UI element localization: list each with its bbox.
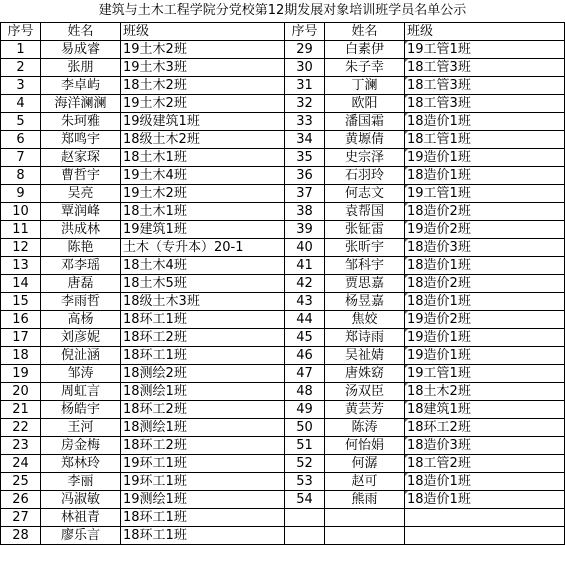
student-name: 覃润峰 [41,203,121,221]
class-name: 18环工2班 [121,329,285,347]
table-row [1,419,565,437]
student-name: 杨昱嘉 [325,293,405,311]
row-number: 24 [1,455,41,473]
table-row [1,437,565,455]
row-number: 11 [1,221,41,239]
row-number: 13 [1,257,41,275]
row-number: 18 [1,347,41,365]
student-name: 王河 [41,419,121,437]
student-name: 焦姣 [325,311,405,329]
student-name: 杨皓宇 [41,401,121,419]
class-name: 18造价1班 [405,113,565,131]
class-name: 18土木4班 [121,257,285,275]
table-row [1,383,565,401]
student-name [325,509,405,527]
class-name: 18造价2班 [405,275,565,293]
table-row [1,509,565,527]
class-name: 19土木2班 [121,41,285,59]
student-name: 黄塬倩 [325,131,405,149]
class-name: 18工管2班 [405,455,565,473]
table-row [1,149,565,167]
student-name: 曹哲宇 [41,167,121,185]
class-name: 18土木1班 [121,149,285,167]
class-name: 18测绘1班 [121,383,285,401]
class-name: 18环工1班 [121,311,285,329]
student-name: 易成睿 [41,41,121,59]
table-row [1,473,565,491]
table-row [1,185,565,203]
class-name: 19造价1班 [405,149,565,167]
class-name: 19造价1班 [405,347,565,365]
student-name: 房金梅 [41,437,121,455]
student-name: 冯淑敏 [41,491,121,509]
student-name: 唐姝窈 [325,365,405,383]
table-row [1,527,565,545]
row-number: 30 [285,59,325,77]
class-name: 18土木2班 [121,77,285,95]
header-name-left: 姓名 [41,23,121,41]
student-name: 汤双臣 [325,383,405,401]
student-name: 廖乐言 [41,527,121,545]
header-no-right: 序号 [285,23,325,41]
row-number: 23 [1,437,41,455]
row-number: 21 [1,401,41,419]
table-row [1,329,565,347]
header-class-right: 班级 [405,23,565,41]
row-number: 4 [1,95,41,113]
student-name: 熊雨 [325,491,405,509]
class-name: 18级土木2班 [121,131,285,149]
class-name: 18环工1班 [121,527,285,545]
table-row [1,401,565,419]
row-number: 42 [285,275,325,293]
row-number: 9 [1,185,41,203]
row-number: 46 [285,347,325,365]
student-name: 林祖青 [41,509,121,527]
row-number: 6 [1,131,41,149]
student-name: 白素伊 [325,41,405,59]
student-name: 朱子幸 [325,59,405,77]
student-name: 邹涛 [41,365,121,383]
class-name: 19环工1班 [121,455,285,473]
student-name: 邹科宇 [325,257,405,275]
row-number: 29 [285,41,325,59]
table-row [1,311,565,329]
class-name: 18土木1班 [121,203,285,221]
student-name: 郑林玲 [41,455,121,473]
row-number: 31 [285,77,325,95]
class-name: 土木（专升本）20-1 [121,239,285,257]
student-name: 丁澜 [325,77,405,95]
student-name: 郑鸣宇 [41,131,121,149]
student-name: 吴祉婧 [325,347,405,365]
class-name: 18造价2班 [405,203,565,221]
row-number: 52 [285,455,325,473]
class-name: 18环工2班 [121,437,285,455]
student-name: 潘国霜 [325,113,405,131]
student-name: 何怡娟 [325,437,405,455]
class-name: 19造价2班 [405,221,565,239]
header-name-right: 姓名 [325,23,405,41]
table-row [1,455,565,473]
sheet-title: 建筑与土木工程学院分党校第12期发展对象培训班学员名单公示 [98,3,467,18]
row-number: 25 [1,473,41,491]
student-name: 张朋 [41,59,121,77]
row-number: 44 [285,311,325,329]
row-number: 45 [285,329,325,347]
student-name: 赵可 [325,473,405,491]
class-name: 19土木3班 [121,59,285,77]
header-no-left: 序号 [1,23,41,41]
row-number: 17 [1,329,41,347]
table-row [1,131,565,149]
class-name: 18造价1班 [405,473,565,491]
class-name: 18测绘1班 [121,419,285,437]
table-row [1,221,565,239]
table-row [1,347,565,365]
class-name: 18造价3班 [405,239,565,257]
table-row [1,203,565,221]
table-row [1,365,565,383]
row-number: 33 [285,113,325,131]
class-name: 18造价1班 [405,293,565,311]
class-name: 18环工2班 [405,419,565,437]
class-name: 18工管3班 [405,95,565,113]
table-row [1,293,565,311]
row-number: 20 [1,383,41,401]
row-number: 5 [1,113,41,131]
table-row [1,257,565,275]
class-name: 18土木2班 [405,383,565,401]
row-number: 40 [285,239,325,257]
class-name: 19造价1班 [405,329,565,347]
class-name: 19土木4班 [121,167,285,185]
row-number: 10 [1,203,41,221]
student-name: 洪成林 [41,221,121,239]
student-name: 何潺 [325,455,405,473]
student-name: 张钲雷 [325,221,405,239]
class-name: 19工管1班 [405,365,565,383]
header-class-left: 班级 [121,23,285,41]
class-name: 18工管1班 [405,131,565,149]
row-number: 43 [285,293,325,311]
class-name: 18造价1班 [405,167,565,185]
student-name: 陈涛 [325,419,405,437]
table-row [1,77,565,95]
row-number: 53 [285,473,325,491]
class-name: 18工管3班 [405,59,565,77]
row-number: 16 [1,311,41,329]
student-name: 李丽 [41,473,121,491]
row-number: 38 [285,203,325,221]
row-number: 54 [285,491,325,509]
header-row [1,23,565,41]
table-row [1,275,565,293]
class-name: 18土木5班 [121,275,285,293]
class-name: 18造价1班 [405,491,565,509]
row-number: 32 [285,95,325,113]
class-name: 18造价3班 [405,437,565,455]
student-name: 欧阳 [325,95,405,113]
row-number: 50 [285,419,325,437]
student-name: 周虹言 [41,383,121,401]
table-row [1,113,565,131]
student-name: 海洋澜澜 [41,95,121,113]
class-name: 19土木2班 [121,95,285,113]
row-number: 22 [1,419,41,437]
row-number: 34 [285,131,325,149]
row-number: 3 [1,77,41,95]
class-name: 19工管1班 [405,185,565,203]
student-name: 袁帮国 [325,203,405,221]
class-name: 18建筑1班 [405,401,565,419]
row-number: 1 [1,41,41,59]
row-number: 12 [1,239,41,257]
student-name: 石羽玲 [325,167,405,185]
table-row [1,239,565,257]
student-name: 高杨 [41,311,121,329]
class-name: 19环工1班 [121,473,285,491]
student-name: 吴亮 [41,185,121,203]
student-name: 邓李瑶 [41,257,121,275]
class-name: 18工管3班 [405,77,565,95]
class-name: 18环工1班 [121,347,285,365]
member-table [0,22,565,545]
student-name: 李卓屿 [41,77,121,95]
class-name: 19级建筑1班 [121,113,285,131]
class-name: 18测绘2班 [121,365,285,383]
student-name: 倪沚涵 [41,347,121,365]
row-number: 39 [285,221,325,239]
row-number: 47 [285,365,325,383]
student-name: 刘彦妮 [41,329,121,347]
row-number: 14 [1,275,41,293]
class-name: 19造价2班 [405,311,565,329]
student-name: 唐磊 [41,275,121,293]
row-number: 36 [285,167,325,185]
table-row [1,59,565,77]
row-number: 15 [1,293,41,311]
student-name: 郑诗雨 [325,329,405,347]
student-name: 贾思嘉 [325,275,405,293]
row-number: 37 [285,185,325,203]
student-name: 何志文 [325,185,405,203]
row-number [285,527,325,545]
class-name [405,527,565,545]
row-number: 35 [285,149,325,167]
student-name: 陈艳 [41,239,121,257]
student-name: 李雨哲 [41,293,121,311]
class-name: 18环工1班 [121,509,285,527]
class-name: 19建筑1班 [121,221,285,239]
student-name: 张昕宇 [325,239,405,257]
row-number: 48 [285,383,325,401]
row-number: 27 [1,509,41,527]
class-name: 18造价1班 [405,257,565,275]
class-name: 18环工2班 [121,401,285,419]
row-number: 26 [1,491,41,509]
student-name: 黄芸芳 [325,401,405,419]
student-name [325,527,405,545]
table-row [1,167,565,185]
table-row [1,41,565,59]
class-name: 19测绘1班 [121,491,285,509]
class-name [405,509,565,527]
row-number: 51 [285,437,325,455]
class-name: 19土木2班 [121,185,285,203]
row-number: 28 [1,527,41,545]
row-number: 41 [285,257,325,275]
row-number: 19 [1,365,41,383]
student-name: 史宗泽 [325,149,405,167]
row-number: 49 [285,401,325,419]
table-row [1,491,565,509]
table-row [1,95,565,113]
row-number: 2 [1,59,41,77]
student-name: 赵家琛 [41,149,121,167]
row-number: 7 [1,149,41,167]
student-name: 朱珂雅 [41,113,121,131]
class-name: 19工管1班 [405,41,565,59]
class-name: 18级土木3班 [121,293,285,311]
row-number [285,509,325,527]
row-number: 8 [1,167,41,185]
